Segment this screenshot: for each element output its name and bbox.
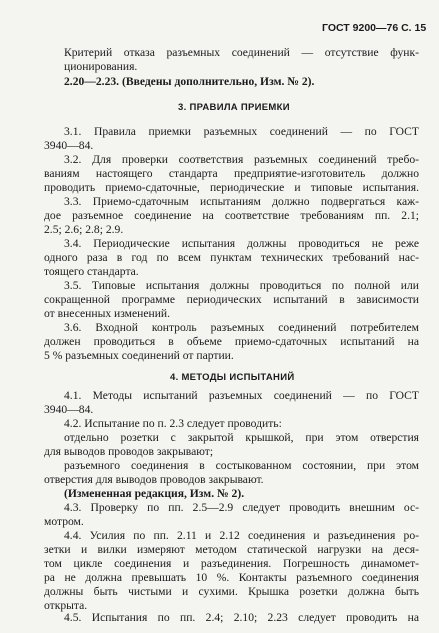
s3-line: должен проводиться в объеме приемо-сдаточных испытаний на [44,335,419,348]
s3-line: 3940—84. [44,139,94,152]
s3-line: от внесенных изменений. [44,307,171,320]
s3-line: 3.3. Приемо-сдаточным испытаниям должно подвергаться каж- [64,195,419,208]
s3-line: проводить приемо-сдаточные, периодические и типовые испытания. [44,181,419,194]
s3-line: 2.5; 2.6; 2.8; 2.9. [44,223,124,236]
s4-line: зетки и вилки измеряют методом статической нагрузки на деся- [44,543,419,556]
s4-line: для выводов проводов закрывают; [44,445,214,458]
s4-line: должны быть чистыми и сухими. Крышка розетки должна быть [44,585,419,598]
running-header: ГОСТ 9200—76 С. 15 [322,22,427,34]
criterion-line-1: Критерий отказа разъемных соединений — отсутствие функ- [64,46,419,59]
s4-line: разъемного соединения в состыкованном состоянии, при этом [64,459,419,472]
s4-line: отдельно розетки с закрытой крышкой, при этом отверстия [64,431,419,444]
s3-line: 5 % разъемных соединений от партии. [44,349,234,362]
s3-line: 3.4. Периодические испытания должны проводиться не реже [64,237,419,250]
amendment-note-2-20: 2.20—2.23. (Введены дополнительно, Изм. № 2). [64,75,315,88]
s3-line: 3.1. Правила приемки разъемных соединений — по ГОСТ [64,125,419,138]
s4-amendment-4-2: (Измененная редакция, Изм. № 2). [64,487,245,500]
s4-line: отверстия для выводов проводов закрывают. [44,473,264,486]
s4-line: открыта. [44,599,88,612]
s4-line: 4.2. Испытание по п. 2.3 следует проводить: [64,417,282,430]
s4-line: 4.3. Проверку по пп. 2.5—2.9 следует проводить внешним ос- [64,501,419,514]
s3-line: 3.2. Для проверки соответствия разъемных соединений требо- [64,153,419,166]
s4-line-4-5-visible: 4.5. Испытания по пп. 2.4; 2.10; 2.23 следует проводить на [64,611,419,624]
s3-line: тоящего стандарта. [44,265,139,278]
s4-line: 4.1. Методы испытаний разъемных соединений — по ГОСТ [64,389,419,402]
s4-line: том цикле соединения и разъединения. Погрешность динамомет- [44,557,419,570]
s4-line: 3940—84. [44,403,94,416]
section-4-title: 4. МЕТОДЫ ИСПЫТАНИЙ [170,372,295,383]
s4-line: ра не должна превышать 10 %. Контакты разъемного соединения [44,571,419,584]
s3-line: 3.5. Типовые испытания должны проводиться по полной или [64,279,419,292]
criterion-line-2: ционирования. [64,60,138,73]
s3-line: ваниям настоящего стандарта предприятие-изготовитель должно [44,167,419,180]
s4-line: мотром. [44,515,84,528]
s3-line: 3.6. Входной контроль разъемных соединений потребителем [64,321,419,334]
s3-line: сокращенной программе периодических испытаний в зависимости [44,293,419,306]
section-3-title: 3. ПРАВИЛА ПРИЕМКИ [178,102,290,113]
s4-line: 4.4. Усилия по пп. 2.11 и 2.12 соединения и разъединения ро- [64,529,419,542]
s3-line: одного раза в год по всем пунктам технических требований нас- [44,251,419,264]
s3-line: дое разъемное соединение на соответствие требованиям пп. 2.1; [44,209,419,222]
